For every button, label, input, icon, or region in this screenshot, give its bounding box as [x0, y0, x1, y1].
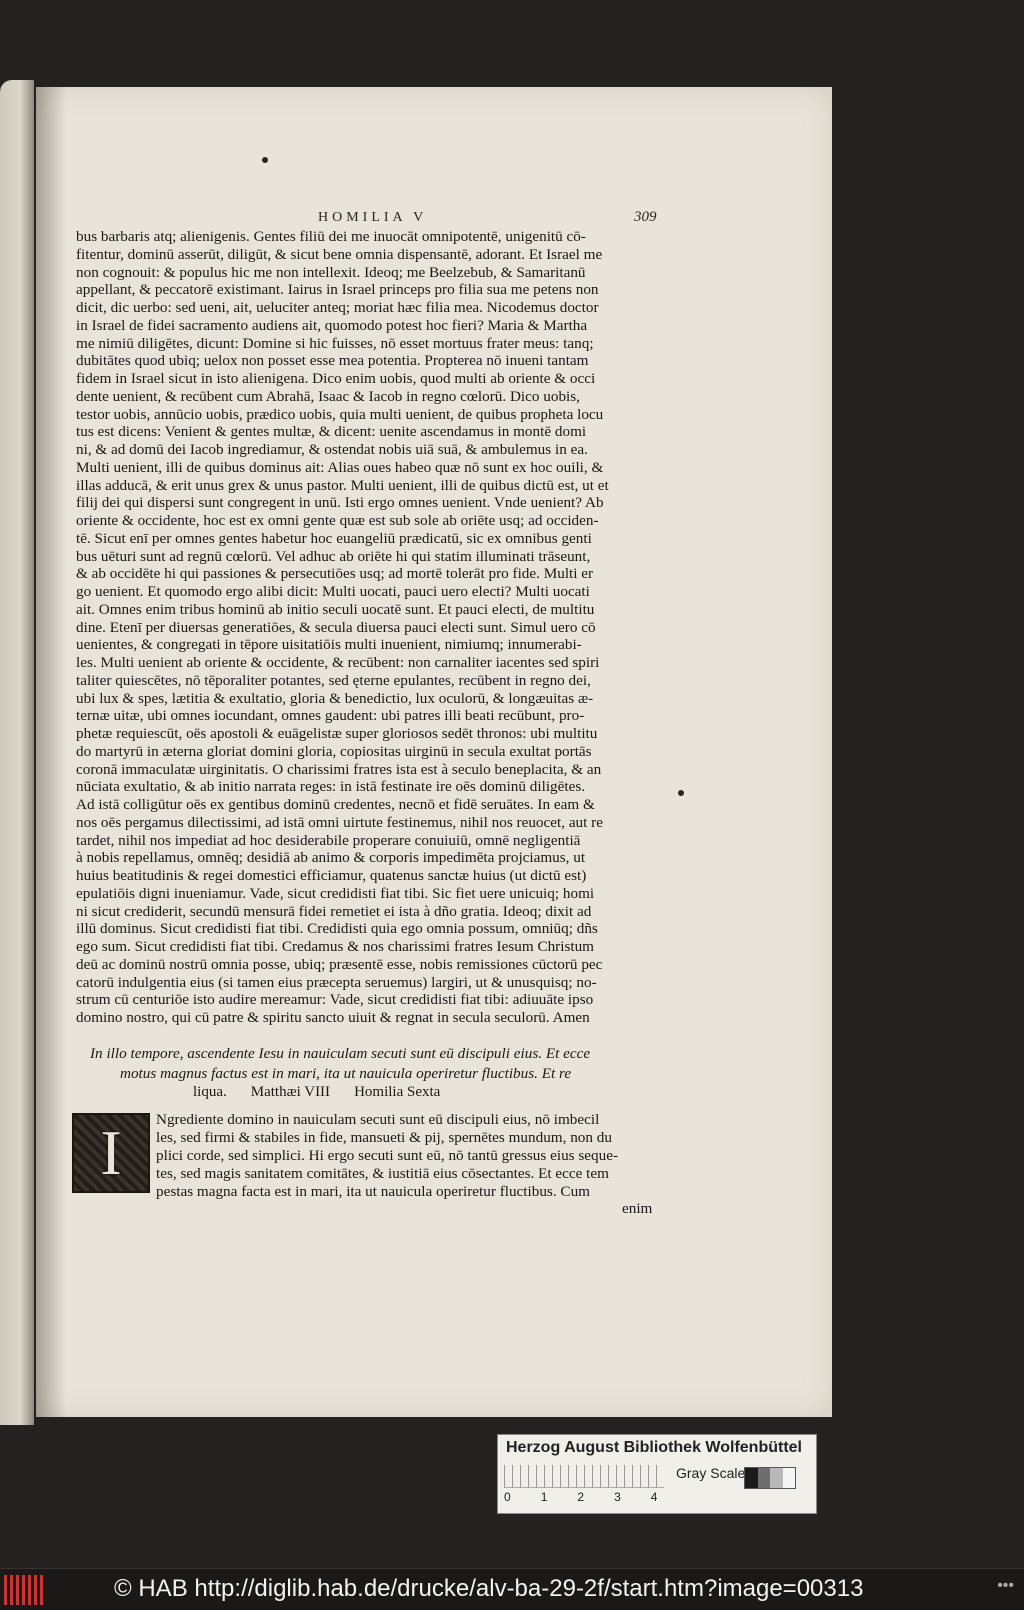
- catchword: enim: [622, 1200, 653, 1217]
- source-url[interactable]: © HAB http://diglib.hab.de/drucke/alv-ba-29-2f/start.htm?image=00313: [114, 1575, 864, 1602]
- text-line: ternæ uitæ, ubi omnes iocundant, omnes gaudent: ubi patres illi beati recūbunt, pro-: [76, 707, 585, 725]
- more-dots-icon[interactable]: •••: [997, 1577, 1014, 1594]
- text-line: phetæ requiescūt, oēs apostoli & euāgelistæ super gloriosos sedēt thronos: ubi multitu: [76, 725, 598, 742]
- text-line: ni sicut crediderit, secundū mensurā fidei remetiet ei ista à dño gratia. Ideoq; dixit ad: [76, 902, 592, 920]
- text-line: me nimiū diligētes, dicunt: Domine si hic fuisses, nō esset mortuus frater meus: tanq;: [76, 334, 594, 352]
- gray-scale-label: Gray Scale: [676, 1465, 746, 1481]
- pericope-line: motus magnus factus est in mari, ita ut nauicula operiretur fluctibus. Et re: [120, 1065, 572, 1082]
- text-line: les. Multi uenient ab oriente & occidente, & recūbent: non carnaliter iacentes sed spiri: [76, 654, 600, 671]
- text-line: deū ac dominū nostrū omnia posse, ubiq; præsentē esse, nobis remissiones cūctorū pec: [76, 955, 603, 973]
- drop-initial-letter: I: [100, 1117, 122, 1188]
- pericope-line: In illo tempore, ascendente Iesu in nauiculam secuti sunt eū discipuli eius. Et ecce: [90, 1045, 591, 1062]
- text-line: testor uobis, annūcio uobis, prædico uobis, quia multi uenient, de quibus propheta locu: [76, 405, 604, 423]
- text-line: appellant, & peccatorē existimant. Iairus in Israel princeps pro filia sua me petens non: [76, 281, 599, 299]
- gray-swatch: [783, 1468, 796, 1488]
- text-line: ait. Omnes enim tribus hominū ab initio seculi uocatē sunt. Et pauci electi, de multitu: [76, 600, 595, 618]
- text-line: dubitātes quod ubiq; uelox non posset esse mea potentia. Propterea nō inueni tantam: [76, 352, 589, 370]
- gray-swatch: [770, 1468, 783, 1488]
- left-page-edge: [0, 80, 34, 1425]
- text-line: huius beatitudinis & regei domestici efficiamur, quatenus sanctæ huius (ut dictū est): [76, 867, 587, 884]
- text-line: bus barbaris atq; alienigenis. Gentes filiū dei me inuocāt omnipotentē, unigenitū cō-: [76, 228, 586, 245]
- text-line: dente uenient, & recūbent cum Abrahā, Isaac & Iacob in regno cœlorū. Dico uobis,: [76, 387, 580, 405]
- text-line: dine. Etenī per diuersas generatiōes, & secula diuersa pauci electi sunt. Simul uero cō: [76, 618, 596, 636]
- body-text: [76, 228, 664, 1027]
- gray-swatches: [744, 1467, 796, 1489]
- text-line: tus est dicens: Venient & gentes multæ, & dicent: uenite ascendamus in montē domi: [76, 423, 587, 441]
- text-line: oriente & occidente, hoc est ex omni gente quæ est sub sole ab oriēte usq; ad occiden-: [76, 512, 599, 529]
- ruler-numbers: [504, 1490, 674, 1504]
- viewer-footer: [0, 1568, 1024, 1610]
- text-line: fitentur, dominū asserūt, diligūt, & sicut bene omnia dispensantē, adorant. Et Israel me: [76, 245, 603, 263]
- running-head: HOMILIA V: [318, 210, 428, 225]
- text-line: les, sed firmi & stabiles in fide, mansueti & pij, spernētes mundum, non du: [156, 1129, 612, 1146]
- text-line: & ab occidēte hi qui passiones & persecutiōes usq; ad mortē tolerāt pro fide. Multi er: [76, 565, 594, 583]
- ruler-number: 0: [504, 1490, 511, 1504]
- gospel-reference: Matthæi VIII: [250, 1084, 331, 1100]
- library-name: Herzog August Bibliothek Wolfenbüttel: [506, 1439, 802, 1456]
- text-line: tardet, nihil nos impediat ad hoc desiderabile properare conuiuiū, omnē negligentiā: [76, 831, 581, 849]
- ruler-scale: [504, 1465, 664, 1488]
- pericope-reliqua: liqua.: [193, 1084, 227, 1100]
- ink-spot: [262, 157, 268, 163]
- text-line: nos oēs pergamus dilectissimi, ad istā omni uirtute festinemus, nihil nos reuocet, aut re: [76, 813, 603, 831]
- text-line: ni, & ad domū dei Iacob ingrediamur, & ostendat nobis uiā suā, & ambulemus in ea.: [76, 441, 588, 458]
- ruler-number: 3: [614, 1490, 621, 1504]
- folio-number: 309: [634, 209, 657, 225]
- ruler-number: 2: [577, 1490, 585, 1504]
- text-line: tes, sed magis sanitatem comitātes, & iustitiā eius cōsectantes. Et ecce tem: [156, 1165, 609, 1182]
- text-line: Ngrediente domino in nauiculam secuti sunt eū discipuli eius, nō imbecil: [156, 1111, 600, 1128]
- text-line: go uenient. Et quomodo ergo alibi dicit: Multi uocati, pauci uero electi? Multi uocati: [76, 583, 590, 600]
- text-line: coronā immaculatæ uirginitatis. O charissimi fratres ista est à seculo beneplacita, & an: [76, 760, 602, 778]
- decorated-initial: [72, 1113, 150, 1193]
- text-line: illū dominus. Sicut credidisti fiat tibi. Credidisti quia ego omnia possum, omniūq; dñs: [76, 920, 598, 938]
- ink-spot: [678, 790, 684, 796]
- text-line: catorū indulgentia eius (si tamen eius præcepta seruemus) largiri, ut & unusquisq; no-: [76, 973, 597, 991]
- ruler-number: 4: [650, 1490, 658, 1504]
- text-line: ubi lux & spes, lætitia & exultatio, gloria & benedictio, lux oculorū, & longæuitas æ-: [76, 689, 594, 707]
- text-line: strum cū centuriōe isto audire mereamur: Vade, sicut credidisti fiat tibi: adiuuāte ipso: [76, 991, 594, 1009]
- pericope-heading: [90, 1044, 666, 1084]
- text-line: ego sum. Sicut credidisti fiat tibi. Credamus & nos charissimi fratres Iesum Christum: [76, 938, 594, 955]
- text-line: domino nostro, qui cū patre & spiritu sancto uiuit & regnat in secula seculorū. Amen: [76, 1009, 590, 1026]
- homily-title: Homilia Sexta: [354, 1084, 441, 1100]
- text-line: filij dei qui dispersi sunt congregent in unū. Isti ergo omnes uenient. Vnde uenient? Ab: [76, 494, 604, 512]
- text-line: plici corde, sed simplici. Hi ergo secuti sunt eū, nō tantū gressus eius seque-: [156, 1147, 619, 1164]
- pericope-reference: [193, 1084, 553, 1101]
- text-line: in Israel de fidei sacramento audiens ait, quomodo potest hoc fieri? Maria & Martha: [76, 316, 588, 334]
- text-line: Ad istā colligūtur oēs ex gentibus dominū credentes, necnō et fidē seruātes. In eam &: [76, 796, 595, 813]
- hab-logo-icon: [4, 1575, 46, 1605]
- text-line: tē. Sicut enī per omnes gentes habetur hoc euangeliū prædicatū, sic ex omnibus genti: [76, 529, 592, 547]
- color-calibration-bar: [497, 1434, 817, 1514]
- text-line: uenientes, & congregati in tēpore uisitatiōis multi inuenient, nimiumq; innumerabi-: [76, 636, 582, 654]
- text-line: taliter quiescētes, nō tēporaliter potantes, sed ęterne epulantes, recūbent in regno dei,: [76, 671, 591, 689]
- text-line: do martyrū in æterna gloriat domini gloria, copiositas uirginū in secula exultat portās: [76, 742, 592, 760]
- text-line: nūciata exultatio, & ab initio narrata reges: in istā festinate ire oēs dominū diligētes.: [76, 778, 586, 796]
- text-line: Multi uenient, illi de quibus dominus ait: Alias oues habeo quæ nō sunt ex hoc ouili, &: [76, 458, 604, 476]
- gray-swatch: [745, 1468, 758, 1488]
- text-line: fidem in Israel sicut in isto alienigena. Dico enim uobis, quod multi ab oriente & occi: [76, 370, 596, 387]
- gray-swatch: [758, 1468, 771, 1488]
- text-line: pestas magna facta est in mari, ita ut nauicula operiretur fluctibus. Cum: [156, 1183, 590, 1200]
- text-line: à nobis repellamus, omnēq; desidiā ab animo & corporis impedimēta projciamus, ut: [76, 849, 586, 867]
- text-line: illas adducā, & erit unus grex & unus pastor. Multi uenient, illi de quibus dictū est, ut et: [76, 476, 609, 494]
- text-line: bus uēturi sunt ad regnū cœlorū. Vel adhuc ab oriēte hi qui statim illuminati trāseunt,: [76, 547, 591, 565]
- homily-text: [156, 1111, 664, 1201]
- text-line: non cognouit: & populus hic me non intellexit. Ideoq; me Beelzebub, & Samaritanū: [76, 263, 586, 281]
- ruler-number: 1: [540, 1490, 548, 1504]
- text-line: dicit, dic uerbo: sed ueni, ait, ueluciter anteq; moriat hæc filia mea. Nicodemus doctor: [76, 299, 599, 316]
- text-line: epulatiōis digni inueniamur. Vade, sicut credidisti fiat tibi. Sic fiet uere unicuiq; homi: [76, 884, 595, 902]
